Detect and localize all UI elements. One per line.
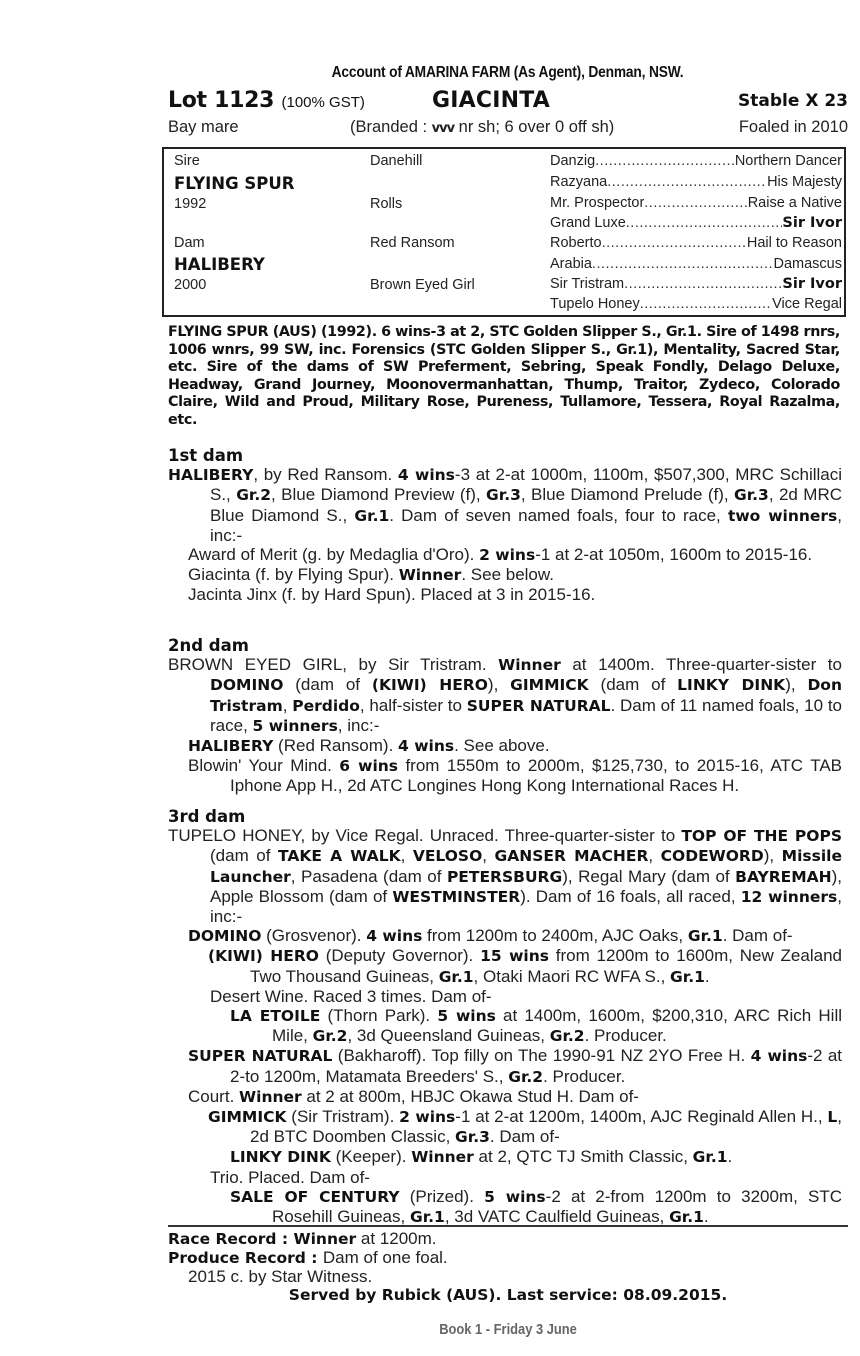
dam-description: BROWN EYED GIRL, by Sir Tristram. Winner at 1400m. Three-quarter-sister to DOMINO (dam of (KIWI) HERO), GIMMICK (dam of LINKY DINK), Don Tristram, Perdido, half-sister to SUPER NATURAL. Dam of 11 named foals, 10 to race, 5 winners, inc:-: [168, 655, 842, 735]
dam-sire: Red Ransom: [370, 235, 455, 251]
produce-record: Produce Record : Dam of one foal.: [168, 1248, 448, 1267]
horse-name: GIACINTA: [432, 88, 550, 113]
first-dam-section: [168, 446, 842, 605]
dam-description: TUPELO HONEY, by Vice Regal. Unraced. Three-quarter-sister to TOP OF THE POPS (dam of TAKE A WALK, VELOSO, GANSER MACHER, CODEWORD), Missile Launcher, Pasadena (dam of PETERSBURG), Regal Mary (dam of BAYREMAH), Apple Blossom (dam of WESTMINSTER). Dam of 16 foals, all raced, 12 winners, inc:-: [168, 826, 842, 927]
foal-entry: HALIBERY (Red Ransom). 4 wins. See above.: [188, 736, 550, 756]
sire-year: 1992: [174, 196, 207, 212]
section-heading: 1st dam: [168, 446, 244, 465]
dam-description: HALIBERY, by Red Ransom. 4 wins-3 at 2-at 1000m, 1100m, $507,300, MRC Schillaci S., Gr.2, Blue Diamond Preview (f), Gr.3, Blue Diamond Prelude (f), Gr.3, 2d MRC Blue Diamond S., Gr.1. Dam of seven named foals, four to race, two winners, inc:-: [168, 465, 843, 545]
family-entry: Desert Wine. Raced 3 times. Dam of-: [210, 986, 492, 1006]
book-footer: Book 1 - Friday 3 June: [439, 1321, 577, 1338]
gst-note: (100% GST): [281, 94, 365, 111]
stable-number: Stable X 23: [738, 91, 848, 111]
grandparent-row: Razyana ..... His Majesty: [550, 174, 842, 190]
family-entry: SUPER NATURAL (Bakharoff). Top filly on The 1990-91 NZ 2YO Free H. 4 wins-2 at 2-to 1200m, Matamata Breeders' S., Gr.2. Producer.: [188, 1046, 843, 1086]
grandparent-row: Grand Luxe ..... Sir Ivor: [550, 215, 842, 231]
family-entry: (KIWI) HERO (Deputy Governor). 15 wins from 1200m to 1600m, New Zealand Two Thousand Guineas, Gr.1, Otaki Maori RC WFA S., Gr.1.: [208, 946, 842, 986]
grandparent-row: Mr. Prospector ..... Raise a Native: [550, 195, 842, 211]
grandparent-row: Sir Tristram ..... Sir Ivor: [550, 276, 842, 292]
grandparent-row: Roberto ..... Hail to Reason: [550, 235, 842, 251]
dam-dam: Brown Eyed Girl: [370, 277, 475, 293]
sire-dam: Rolls: [370, 196, 403, 212]
produce-item: 2015 c. by Star Witness.: [188, 1267, 373, 1286]
second-dam-section: [168, 636, 842, 796]
sire-sire: Danehill: [370, 153, 423, 169]
horse-sex: Bay mare: [168, 118, 239, 136]
family-entry: Court. Winner at 2 at 800m, HBJC Okawa Stud H. Dam of-: [188, 1086, 639, 1106]
family-entry: SALE OF CENTURY (Prized). 5 wins-2 at 2-from 1200m to 3200m, STC Rosehill Guineas, Gr.1, 3d VATC Caulfield Guineas, Gr.1.: [230, 1186, 843, 1227]
sire-summary: FLYING SPUR (AUS) (1992). 6 wins-3 at 2, STC Golden Slipper S., Gr.1. Sire of 1498 rnrs, 1006 wnrs, 99 SW, inc. Forensics (STC Golden Slipper S., Gr.1), Mentality, Sacred Star, etc. Sire of the dams of SW Preferment, Sebring, Speak Fondly, Delago Deluxe, Headway, Grand Journey, Moonovermanhattan, Thump, Traitor, Zydeco, Colorado Claire, Wild and Proud, Military Rose, Pureness, Tullamore, Tessera, Royal Razalma, etc.: [168, 324, 840, 428]
dam-year: 2000: [174, 277, 207, 293]
lot-number: Lot 1123 (100% GST): [168, 88, 365, 113]
section-heading: 2nd dam: [168, 636, 249, 655]
sire-name: FLYING SPUR: [174, 174, 295, 193]
family-entry: LA ETOILE (Thorn Park). 5 wins at 1400m, 1600m, $200,310, ARC Rich Hill Mile, Gr.2, 3d Queensland Guineas, Gr.2. Producer.: [230, 1006, 842, 1046]
foal-entry: Giacinta (f. by Flying Spur). Winner. See below.: [188, 565, 554, 585]
grandparent-row: Danzig ..... Northern Dancer: [550, 153, 842, 169]
grandparent-row: Arabia ..... Damascus: [550, 256, 842, 272]
vendor-account: Account of AMARINA FARM (As Agent), Denman, NSW.: [332, 64, 684, 81]
foal-entry: Award of Merit (g. by Medaglia d'Oro). 2 wins-1 at 2-at 1050m, 1600m to 2015-16.: [188, 545, 813, 565]
grandparent-row: Tupelo Honey ..... Vice Regal: [550, 296, 842, 312]
lot-header: [168, 88, 848, 116]
dam-label: Dam: [174, 235, 205, 251]
foal-entry: Jacinta Jinx (f. by Hard Spun). Placed at 3 in 2015-16.: [188, 585, 596, 605]
brand-info: (Branded : vvv nr sh; 6 over 0 off sh): [350, 118, 615, 136]
service-note: Served by Rubick (AUS). Last service: 08.09.2015.: [288, 1286, 728, 1304]
pedigree-box: [162, 147, 846, 317]
family-entry: DOMINO (Grosvenor). 4 wins from 1200m to 2400m, AJC Oaks, Gr.1. Dam of-: [188, 926, 793, 946]
family-entry: LINKY DINK (Keeper). Winner at 2, QTC TJ Smith Classic, Gr.1.: [230, 1147, 733, 1167]
sire-label: Sire: [174, 153, 200, 169]
brand-mark-icon: vvv: [431, 121, 455, 136]
foal-entry: Blowin' Your Mind. 6 wins from 1550m to 2000m, $125,730, to 2015-16, ATC TAB Iphone App H., 2d ATC Longines Hong Kong International Races H.: [188, 756, 842, 796]
dam-name: HALIBERY: [174, 255, 265, 274]
divider: [168, 1225, 848, 1227]
foaled-year: Foaled in 2010: [738, 118, 848, 136]
section-heading: 3rd dam: [168, 807, 246, 826]
third-dam-section: [168, 807, 842, 1227]
family-entry: Trio. Placed. Dam of-: [210, 1167, 370, 1187]
race-record: Race Record : Winner at 1200m.: [168, 1229, 437, 1248]
family-entry: GIMMICK (Sir Tristram). 2 wins-1 at 2-at 1200m, 1400m, AJC Reginald Allen H., L, 2d BTC Doomben Classic, Gr.3. Dam of-: [208, 1107, 842, 1147]
